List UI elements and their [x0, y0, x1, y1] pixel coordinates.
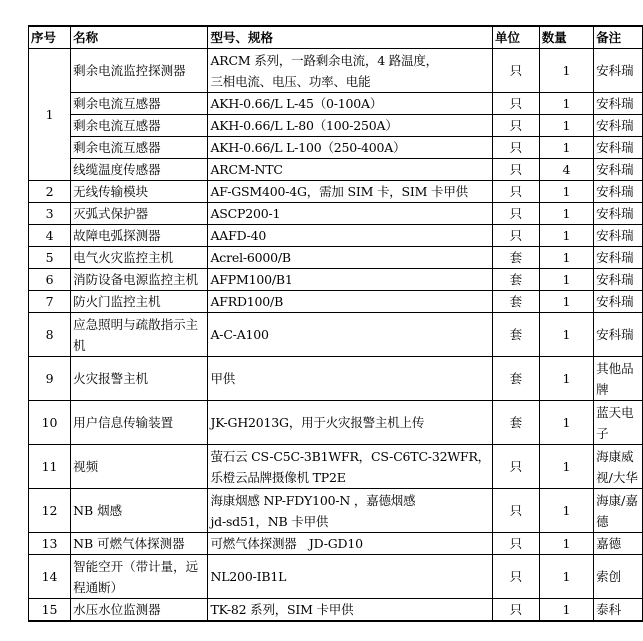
cell-seq: 14	[29, 555, 71, 599]
model-line: Acrel-6000/B	[210, 250, 291, 265]
cell-seq: 3	[29, 203, 71, 225]
cell-unit: 只	[492, 49, 539, 93]
cell-remark	[594, 159, 643, 181]
cell-qty: 1	[539, 93, 593, 115]
table-row	[29, 159, 643, 181]
table-row	[29, 269, 643, 291]
table-header-row	[29, 26, 643, 49]
model-line: AKH-0.66/L L-45（0-100A）	[210, 96, 383, 111]
cell-name: 水压水位监测器	[71, 599, 208, 622]
cell-remark	[594, 247, 643, 269]
table-row	[29, 599, 643, 622]
remark-line: 牌	[596, 381, 609, 397]
remark-line: 安科瑞	[596, 250, 634, 265]
remark-line: 海康/嘉	[596, 492, 638, 508]
cell-seq: 10	[29, 401, 71, 445]
table-row	[29, 313, 643, 357]
table-row	[29, 401, 643, 445]
model-line: 三相电流、电压、功率、电能	[210, 73, 371, 89]
cell-name: 故障电弧探测器	[71, 225, 208, 247]
cell-model	[208, 445, 493, 489]
cell-remark	[594, 203, 643, 225]
cell-remark	[594, 181, 643, 203]
remark-line: 安科瑞	[596, 184, 634, 199]
header-seq: 序号	[29, 26, 71, 49]
equipment-table	[28, 25, 643, 622]
cell-remark	[594, 49, 643, 93]
remark-line: 安科瑞	[596, 206, 634, 221]
cell-model	[208, 159, 493, 181]
cell-remark	[594, 115, 643, 137]
cell-unit: 只	[492, 115, 539, 137]
cell-qty: 4	[539, 159, 593, 181]
remark-line: 子	[596, 425, 609, 441]
model-line: AAFD-40	[210, 228, 267, 243]
cell-qty: 1	[539, 49, 593, 93]
table-row	[29, 115, 643, 137]
cell-name: 线缆温度传感器	[71, 159, 208, 181]
model-line: JK-GH2013G，用于火灾报警主机上传	[210, 415, 425, 430]
cell-name: 剩余电流监控探测器	[71, 49, 208, 93]
cell-remark	[594, 313, 643, 357]
cell-model	[208, 489, 493, 533]
model-line: NL200-IB1L	[210, 569, 287, 584]
cell-model	[208, 599, 493, 622]
cell-seq: 9	[29, 357, 71, 401]
cell-remark	[594, 93, 643, 115]
cell-qty: 1	[539, 247, 593, 269]
cell-name: 灭弧式保护器	[71, 203, 208, 225]
cell-name: 无线传输模块	[71, 181, 208, 203]
cell-name: 消防设备电源监控主机	[71, 269, 208, 291]
cell-remark	[594, 599, 643, 622]
cell-model	[208, 247, 493, 269]
cell-unit: 只	[492, 533, 539, 555]
cell-qty: 1	[539, 533, 593, 555]
cell-name: NB 可燃气体探测器	[71, 533, 208, 555]
remark-line: 安科瑞	[596, 272, 634, 287]
cell-model	[208, 313, 493, 357]
table-row	[29, 489, 643, 533]
table-row	[29, 291, 643, 313]
cell-unit: 只	[492, 181, 539, 203]
cell-model	[208, 49, 493, 93]
cell-name: 防火门监控主机	[71, 291, 208, 313]
cell-remark	[594, 401, 643, 445]
cell-unit: 套	[492, 401, 539, 445]
header-name: 名称	[71, 26, 208, 49]
cell-unit: 只	[492, 445, 539, 489]
model-line: AF-GSM400-4G，需加 SIM 卡，SIM 卡甲供	[210, 184, 468, 199]
table-row	[29, 533, 643, 555]
remark-line: 索创	[596, 569, 622, 584]
cell-model	[208, 115, 493, 137]
cell-remark	[594, 445, 643, 489]
cell-model	[208, 93, 493, 115]
cell-qty: 1	[539, 115, 593, 137]
cell-seq: 7	[29, 291, 71, 313]
cell-seq: 5	[29, 247, 71, 269]
cell-name: 用户信息传输装置	[71, 401, 208, 445]
model-line: jd-sd51，NB 卡甲供	[210, 513, 329, 529]
cell-name: 智能空开（带计量，远程通断）	[71, 555, 208, 599]
table-row	[29, 247, 643, 269]
table-body	[29, 49, 643, 622]
remark-line: 安科瑞	[596, 162, 634, 177]
cell-remark	[594, 137, 643, 159]
cell-qty: 1	[539, 137, 593, 159]
remark-line: 泰科	[596, 602, 622, 617]
cell-name: 剩余电流互感器	[71, 93, 208, 115]
cell-name: NB 烟感	[71, 489, 208, 533]
model-line: 甲供	[210, 371, 236, 386]
cell-unit: 套	[492, 291, 539, 313]
cell-name: 应急照明与疏散指示主机	[71, 313, 208, 357]
cell-qty: 1	[539, 357, 593, 401]
cell-unit: 套	[492, 247, 539, 269]
model-line: AFRD100/B	[210, 294, 284, 309]
cell-remark	[594, 489, 643, 533]
model-line: 海康烟感 NP-FDY100-N ，嘉德烟感	[210, 492, 416, 508]
cell-remark	[594, 357, 643, 401]
model-line: AKH-0.66/L L-80（100-250A）	[210, 118, 398, 133]
cell-qty: 1	[539, 203, 593, 225]
remark-line: 蓝天电	[596, 404, 634, 420]
remark-line: 安科瑞	[596, 228, 634, 243]
cell-unit: 只	[492, 203, 539, 225]
cell-unit: 只	[492, 225, 539, 247]
cell-seq: 12	[29, 489, 71, 533]
remark-line: 安科瑞	[596, 118, 634, 133]
cell-seq: 13	[29, 533, 71, 555]
cell-name: 剩余电流互感器	[71, 115, 208, 137]
model-line: ASCP200-1	[210, 206, 281, 221]
cell-unit: 只	[492, 555, 539, 599]
cell-model	[208, 269, 493, 291]
cell-unit: 只	[492, 93, 539, 115]
model-line: ARCM 系列，一路剩余电流，4 路温度，	[210, 52, 438, 68]
header-unit: 单位	[492, 26, 539, 49]
cell-unit: 只	[492, 489, 539, 533]
cell-remark	[594, 533, 643, 555]
cell-seq: 15	[29, 599, 71, 622]
remark-line: 安科瑞	[596, 294, 634, 309]
model-line: A-C-A100	[210, 327, 269, 342]
cell-qty: 1	[539, 225, 593, 247]
model-line: TK-82 系列，SIM 卡甲供	[210, 602, 354, 617]
cell-seq: 4	[29, 225, 71, 247]
model-line: 可燃气体探测器 JD-GD10	[210, 536, 363, 551]
cell-qty: 1	[539, 555, 593, 599]
model-line: 乐橙云品牌摄像机 TP2E	[210, 469, 346, 485]
cell-name: 火灾报警主机	[71, 357, 208, 401]
cell-unit: 只	[492, 159, 539, 181]
cell-qty: 1	[539, 181, 593, 203]
cell-remark	[594, 225, 643, 247]
table-row	[29, 137, 643, 159]
remark-line: 德	[596, 513, 609, 529]
remark-line: 嘉德	[596, 536, 622, 551]
table-row	[29, 225, 643, 247]
remark-line: 视/大华	[596, 469, 638, 485]
cell-remark	[594, 269, 643, 291]
cell-seq: 6	[29, 269, 71, 291]
cell-seq: 1	[29, 49, 71, 181]
model-line: 萤石云 CS-C5C-3B1WFR，CS-C6TC-32WFR，	[210, 448, 490, 464]
remark-line: 其他品	[596, 360, 634, 376]
remark-line: 安科瑞	[596, 327, 634, 342]
remark-line: 安科瑞	[596, 140, 634, 155]
cell-model	[208, 533, 493, 555]
header-model: 型号、规格	[208, 26, 493, 49]
remark-line: 安科瑞	[596, 63, 634, 78]
cell-qty: 1	[539, 269, 593, 291]
cell-unit: 套	[492, 269, 539, 291]
cell-remark	[594, 555, 643, 599]
model-line: ARCM-NTC	[210, 162, 283, 177]
cell-name: 视频	[71, 445, 208, 489]
cell-remark	[594, 291, 643, 313]
cell-qty: 1	[539, 445, 593, 489]
cell-model	[208, 181, 493, 203]
cell-qty: 1	[539, 489, 593, 533]
cell-model	[208, 555, 493, 599]
header-remark: 备注	[594, 26, 643, 49]
table-row	[29, 203, 643, 225]
cell-seq: 2	[29, 181, 71, 203]
remark-line: 安科瑞	[596, 96, 634, 111]
cell-name: 剩余电流互感器	[71, 137, 208, 159]
cell-name: 电气火灾监控主机	[71, 247, 208, 269]
cell-qty: 1	[539, 313, 593, 357]
header-qty: 数量	[539, 26, 593, 49]
cell-qty: 1	[539, 401, 593, 445]
table-row	[29, 49, 643, 93]
cell-seq: 8	[29, 313, 71, 357]
table-row	[29, 445, 643, 489]
cell-unit: 套	[492, 357, 539, 401]
table-row	[29, 181, 643, 203]
cell-model	[208, 291, 493, 313]
cell-qty: 1	[539, 291, 593, 313]
cell-model	[208, 203, 493, 225]
table-row	[29, 555, 643, 599]
cell-unit: 只	[492, 137, 539, 159]
cell-model	[208, 357, 493, 401]
table-row	[29, 357, 643, 401]
table-row	[29, 93, 643, 115]
model-line: AKH-0.66/L L-100（250-400A）	[210, 140, 406, 155]
cell-unit: 套	[492, 313, 539, 357]
cell-unit: 只	[492, 599, 539, 622]
cell-qty: 1	[539, 599, 593, 622]
cell-model	[208, 225, 493, 247]
cell-seq: 11	[29, 445, 71, 489]
model-line: AFPM100/B1	[210, 272, 293, 287]
cell-model	[208, 401, 493, 445]
cell-model	[208, 137, 493, 159]
remark-line: 海康威	[596, 448, 634, 464]
